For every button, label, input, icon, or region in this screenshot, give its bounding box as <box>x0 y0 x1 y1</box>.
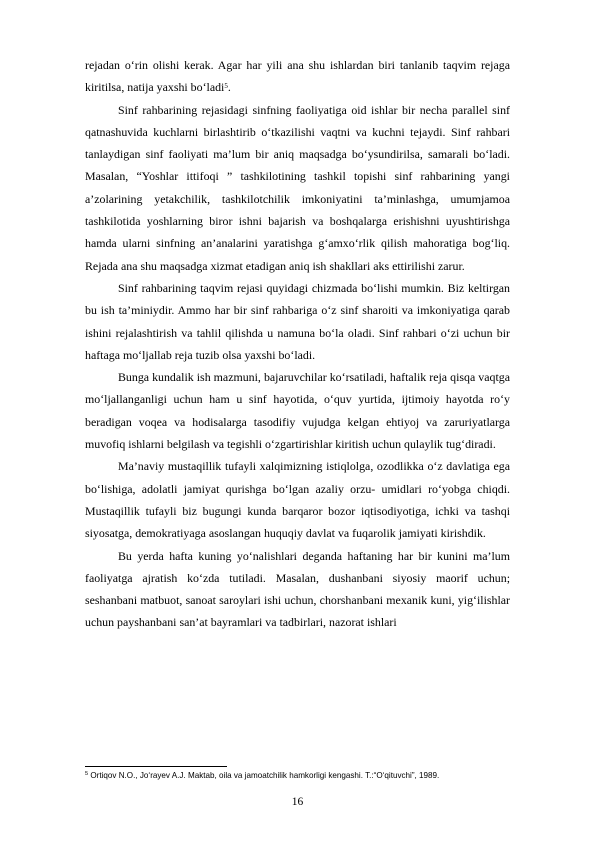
page-number: 16 <box>291 796 304 808</box>
footnote-number: 5 <box>85 770 89 777</box>
footnote-reference: 5 <box>224 82 228 91</box>
footnote <box>85 770 525 782</box>
paragraph: Ma’naviy mustaqillik tufayli xalqimizning istiqlolga, ozodlikka o‘z davlatiga ega bo‘lishiga, adolatli jamiyat qurishga bo‘lgan azaliy orzu- umidlari ro‘yobga chiqdi. Mustaqillik tufayli biz bugungi kunda barqaror bozor iqtisodiyotiga, ichki va tashqi siyosatga, demokratiyaga asoslangan huquqiy davlat va fuqarolik jamiyati kirishdik. <box>85 459 510 541</box>
body-text <box>85 54 510 634</box>
paragraph: Sinf rahbarining rejasidagi sinfning faoliyatiga oid ishlar bir necha parallel sinf qatnashuvida kuchlarni birlashtirib o‘tkazilishi vaqtni va kuchni tejaydi. Sinf rahbari tanlaydigan sinf faoliyati ma’lum bir aniq maqsadga bo‘ysundirilsa, samarali bo‘ladi. Masalan, “Yoshlar ittifoqi ” tashkilotining tashkil topishi sinf rahbarining yangi a’zolarining yetakchilik, tashkilotchilik imkoniyatini ta’minlashga, umumjamoa tashkilotida yoshlarning biror ishni bajarish va boshqalarga erishishni uyushtirishga hamda ularni sinfning an’analarini yaratishga g‘amxo‘rlik qilish mahoratiga bog‘liq. Rejada ana shu maqsadga xizmat etadigan aniq ish shakllari aks ettirilishi zarur. <box>85 102 510 273</box>
paragraph: Sinf rahbarining taqvim rejasi quyidagi chizmada bo‘lishi mumkin. Biz keltirgan bu ish ta’miniydir. Ammo har bir sinf rahbariga o‘z sinf sharoiti va imkoniyatiga qarab ishini rejalashtirish va tahlil qilishda u namuna bo‘la oladi. Sinf rahbari o‘zi uchun bir haftaga mo‘ljallab reja tuzib olsa yaxshi bo‘ladi. <box>85 280 510 362</box>
footnote-divider <box>85 766 227 767</box>
paragraph: Bunga kundalik ish mazmuni, bajaruvchilar ko‘rsatiladi, haftalik reja qisqa vaqtga mo‘ljallanganligi uchun ham u sinf hayotida, o‘quv yurtida, ijtimoiy hayotda ro‘y beradigan voqea va hodisalarga tasodifiy vujudga kelgan ehtiyoj va zaruriyatlarga muvofiq ishlarni belgilash va tegishli o‘zgartirishlar kiritish uchun qulaylik tug‘diradi. <box>85 370 510 452</box>
footnote-text: Ortiqov N.O., Jo‘rayev A.J. Maktab, oila va jamoatchilik hamkorligi kengashi. T.:“O‘qituvchi”, 1989. <box>88 771 440 780</box>
paragraph: Bu yerda hafta kuning yo‘nalishlari deganda haftaning har bir kunini ma’lum faoliyatga ajratish ko‘zda tutiladi. Masalan, dushanbani siyosiy maorif uchun; seshanbani matbuot, sanoat saroylari ishi uchun, chorshanbani mexanik kuni, yig‘ilishlar uchun payshanbani san’at bayramlari va tadbirlari, nazorat ishlari <box>85 548 510 630</box>
paragraph-continuation: rejadan o‘rin olishi kerak. Agar har yili ana shu ishlardan biri tanlanib taqvim rejaga kiritilsa, natija yaxshi bo‘ladi$^5$. <box>85 58 510 95</box>
